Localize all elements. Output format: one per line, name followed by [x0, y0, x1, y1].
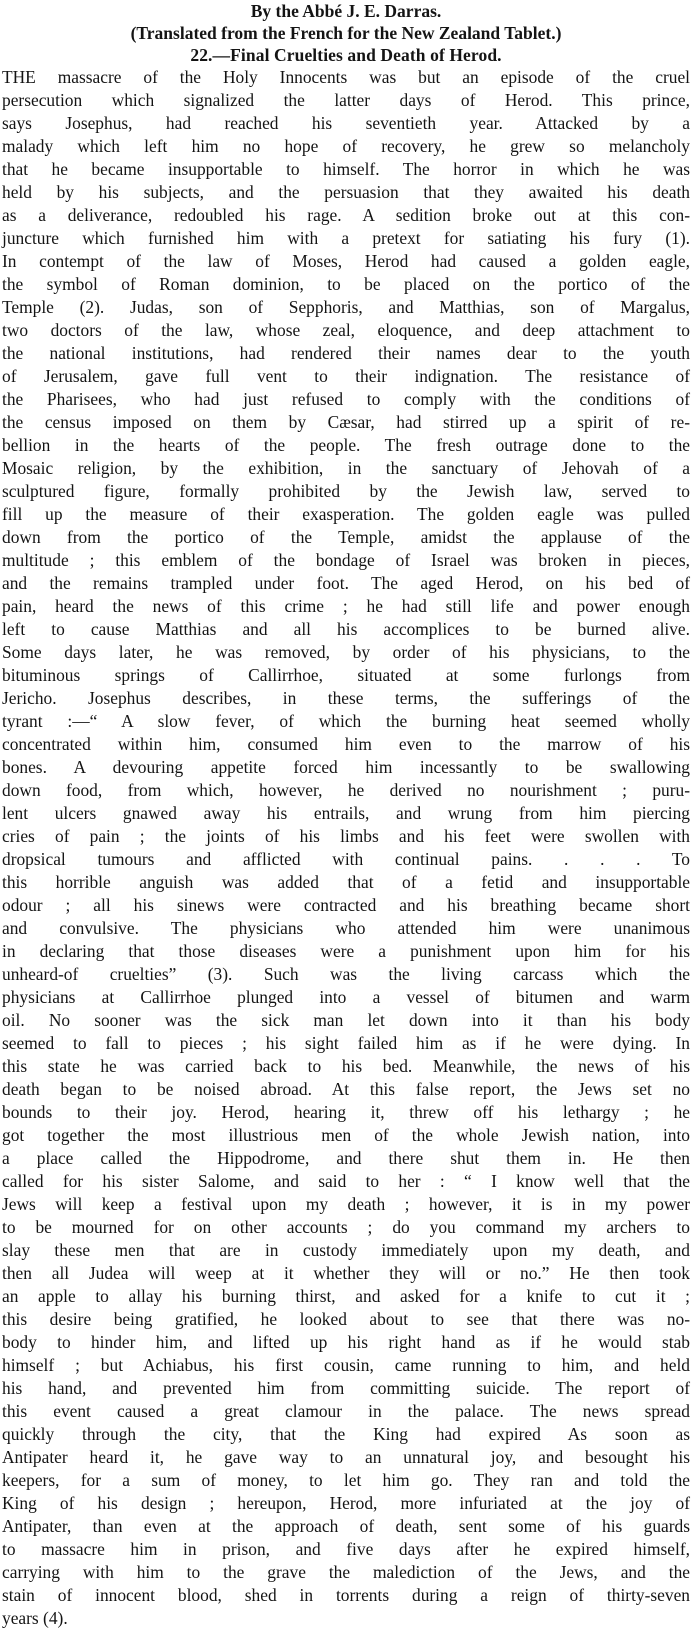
body-line: Antipater, than even at the approach of death, sent some of his guards [2, 1516, 690, 1536]
body-line: death began to be noised abroad. At this false report, the Jews set no [2, 1079, 690, 1099]
body-line: Mosaic religion, by the exhibition, in the sanctuary of Jehovah of a [2, 458, 690, 478]
body-line: the symbol of Roman dominion, to be placed on the portico of the [2, 274, 690, 294]
body-line: and convulsive. The physicians who attended him were unanimous [2, 918, 690, 938]
body-line: got together the most illustrious men of the whole Jewish nation, into [2, 1125, 690, 1145]
body-line: bituminous springs of Callirrhoe, situated at some furlongs from [2, 665, 690, 685]
body-line: keepers, for a sum of money, to let him go. They ran and told the [2, 1470, 690, 1490]
body-line: this desire being gratified, he looked about to see that there was no- [2, 1309, 690, 1329]
body-line: tyrant :—“ A slow fever, of which the burning heat seemed wholly [2, 711, 690, 731]
body-line: quickly through the city, that the King had expired As soon as [2, 1424, 690, 1444]
body-line: bones. A devouring appetite forced him incessantly to be swallowing [2, 757, 690, 777]
body-line: Some days later, he was removed, by order of his physicians, to the [2, 642, 690, 662]
body-line: sculptured figure, formally prohibited by the Jewish law, served to [2, 481, 690, 501]
body-line: carrying with him to the grave the malediction of the Jews, and the [2, 1562, 690, 1582]
body-line: this event caused a great clamour in the palace. The news spread [2, 1401, 690, 1421]
body-line: Temple (2). Judas, son of Sepphoris, and Matthias, son of Margalus, [2, 297, 690, 317]
body-line: left to cause Matthias and all his accomplices to be burned alive. [2, 619, 690, 639]
body-line: King of his design ; hereupon, Herod, more infuriated at the joy of [2, 1493, 690, 1513]
body-line: multitude ; this emblem of the bondage of Israel was broken in pieces, [2, 550, 690, 570]
body-line: odour ; all his sinews were contracted and his breathing became short [2, 895, 690, 915]
body-line: to massacre him in prison, and five days after he expired himself, [2, 1539, 690, 1559]
section-heading: 22.—Final Cruelties and Death of Herod. [190, 45, 502, 65]
body-line: oil. No sooner was the sick man let down into it than his body [2, 1010, 690, 1030]
body-line: juncture which furnished him with a pretext for satiating his fury (1). [2, 228, 690, 248]
body-line: and the remains trampled under foot. The aged Herod, on his bed of [2, 573, 690, 593]
article [2, 0, 690, 1630]
body-line: himself ; but Achiabus, his first cousin, came running to him, and held [2, 1355, 690, 1375]
body-line: that he became insupportable to himself. The horror in which he was [2, 159, 690, 179]
body-line: held by his subjects, and the persuasion that they awaited his death [2, 182, 690, 202]
body-line: cries of pain ; the joints of his limbs and his feet were swollen with [2, 826, 690, 846]
byline: By the Abbé J. E. Darras. [250, 1, 442, 21]
body-line: pain, heard the news of this crime ; he had still life and power enough [2, 596, 690, 616]
body-line: as a deliverance, redoubled his rage. A sedition broke out at this con- [2, 205, 690, 225]
body-line: the national institutions, had rendered their names dear to the youth [2, 343, 690, 363]
body-line: THE massacre of the Holy Innocents was but an episode of the cruel [2, 67, 690, 87]
body-line: the census imposed on them by Cæsar, had stirred up a spirit of re- [2, 412, 690, 432]
body-line: then all Judea will weep at it whether they will or no.” He then took [2, 1263, 690, 1283]
body-line: Jericho. Josephus describes, in these terms, the sufferings of the [2, 688, 690, 708]
body-line: this state he was carried back to his bed. Meanwhile, the news of his [2, 1056, 690, 1076]
body-line: the Pharisees, who had just refused to comply with the conditions of [2, 389, 690, 409]
body-line: stain of innocent blood, shed in torrents during a reign of thirty-seven [2, 1585, 690, 1605]
article-body [2, 66, 690, 1630]
body-line: two doctors of the law, whose zeal, eloquence, and deep attachment to [2, 320, 690, 340]
body-line: years (4). [2, 1608, 68, 1628]
body-line: of Jerusalem, gave full vent to their indignation. The resistance of [2, 366, 690, 386]
body-line: his hand, and prevented him from committing suicide. The report of [2, 1378, 690, 1398]
body-line: concentrated within him, consumed him even to the marrow of his [2, 734, 690, 754]
body-line: seemed to fall to pieces ; his sight failed him as if he were dying. In [2, 1033, 690, 1053]
body-line: unheard-of cruelties” (3). Such was the living carcass which the [2, 964, 690, 984]
body-line: an apple to allay his burning thirst, and asked for a knife to cut it ; [2, 1286, 690, 1306]
body-line: Antipater heard it, he gave way to an unnatural joy, and besought his [2, 1447, 690, 1467]
body-line: down food, from which, however, he derived no nourishment ; puru- [2, 780, 690, 800]
body-line: lent ulcers gnawed away his entrails, and wrung from him piercing [2, 803, 690, 823]
body-line: body to hinder him, and lifted up his right hand as if he would stab [2, 1332, 690, 1352]
body-line: physicians at Callirrhoe plunged into a vessel of bitumen and warm [2, 987, 690, 1007]
body-line: to be mourned for on other accounts ; do you command my archers to [2, 1217, 690, 1237]
body-line: Jews will keep a festival upon my death ; however, it is in my power [2, 1194, 690, 1214]
body-line: down from the portico of the Temple, amidst the applause of the [2, 527, 690, 547]
body-line: persecution which signalized the latter days of Herod. This prince, [2, 90, 690, 110]
body-line: says Josephus, had reached his seventieth year. Attacked by a [2, 113, 690, 133]
body-line: In contempt of the law of Moses, Herod had caused a golden eagle, [2, 251, 690, 271]
body-line: slay these men that are in custody immediately upon my death, and [2, 1240, 690, 1260]
body-line: a place called the Hippodrome, and there shut them in. He then [2, 1148, 690, 1168]
body-line: dropsical tumours and afflicted with continual pains. . . . To [2, 849, 690, 869]
body-line: fill up the measure of their exasperation. The golden eagle was pulled [2, 504, 690, 524]
body-line: called for his sister Salome, and said to her : “ I know well that the [2, 1171, 690, 1191]
translation-note: (Translated from the French for the New Zealand Tablet.) [130, 23, 562, 43]
body-line: this horrible anguish was added that of a fetid and insupportable [2, 872, 690, 892]
body-line: in declaring that those diseases were a punishment upon him for his [2, 941, 690, 961]
body-line: bellion in the hearts of the people. The fresh outrage done to the [2, 435, 690, 455]
body-line: malady which left him no hope of recovery, he grew so melancholy [2, 136, 690, 156]
body-line: bounds to their joy. Herod, hearing it, threw off his lethargy ; he [2, 1102, 690, 1122]
